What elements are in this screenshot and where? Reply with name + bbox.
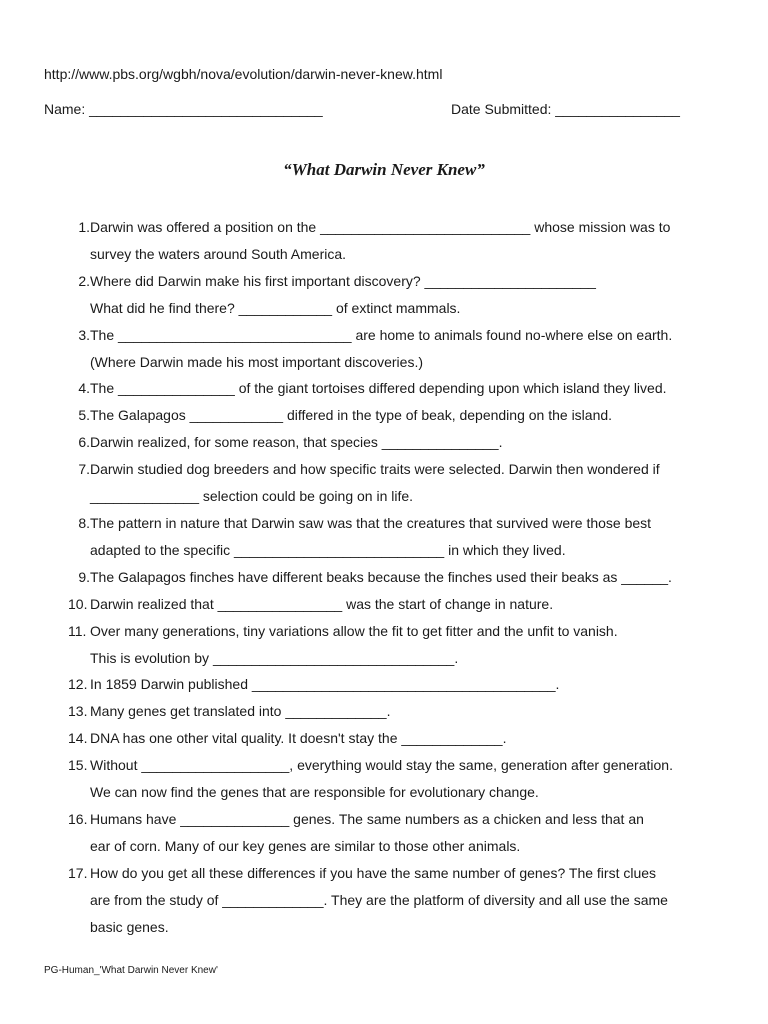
question-text [90, 375, 726, 402]
question-line: The Galapagos finches have different beaks because the finches used their beaks as ______. [90, 568, 672, 585]
question-item [62, 456, 726, 510]
question-number: 15. [68, 757, 88, 774]
question-item [62, 429, 726, 456]
question-item [62, 268, 726, 322]
question-item [62, 510, 726, 564]
question-text [90, 671, 726, 698]
question-text [90, 618, 726, 672]
question-text [90, 860, 726, 941]
question-line: DNA has one other vital quality. It doesn't stay the _____________. [90, 730, 507, 747]
question-number: 16. [68, 810, 88, 827]
question-line: In 1859 Darwin published _______________________________________. [90, 676, 560, 693]
question-text [90, 322, 726, 376]
question-text [90, 725, 726, 752]
question-number: 3. [78, 326, 90, 343]
question-line: The Galapagos ____________ differed in the type of beak, depending on the island. [90, 407, 613, 424]
question-line: How do you get all these differences if you have the same number of genes? The first clues [90, 864, 657, 881]
question-text [90, 806, 726, 860]
question-item [62, 671, 726, 698]
question-line: We can now find the genes that are responsible for evolutionary change. [90, 784, 539, 801]
question-text [90, 268, 726, 322]
question-text [90, 591, 726, 618]
question-item [62, 618, 726, 672]
question-number: 8. [78, 514, 90, 531]
question-text [90, 456, 726, 510]
question-number: 1. [78, 219, 90, 235]
question-line: Darwin realized, for some reason, that species _______________. [90, 434, 503, 451]
question-line: The ______________________________ are home to animals found no-where else on earth. [90, 326, 673, 343]
question-line: Darwin studied dog breeders and how specific traits were selected. Darwin then wondered if [90, 461, 660, 478]
question-line: Darwin was offered a position on the ___________________________ whose mission was to [90, 219, 671, 235]
question-line: adapted to the specific ___________________________ in which they lived. [90, 541, 566, 558]
question-line: The pattern in nature that Darwin saw was that the creatures that survived were those best [90, 514, 652, 531]
question-item [62, 725, 726, 752]
question-item [62, 698, 726, 725]
source-url: http://www.pbs.org/wgbh/nova/evolution/darwin-never-knew.html [44, 66, 443, 82]
question-line: basic genes. [90, 918, 169, 935]
question-item [62, 860, 726, 941]
question-line: Humans have ______________ genes. The same numbers as a chicken and less that an [90, 810, 644, 827]
question-item [62, 402, 726, 429]
question-line: The _______________ of the giant tortoises differed depending upon which island they lived. [90, 380, 667, 397]
question-line: survey the waters around South America. [90, 245, 347, 262]
question-number: 10. [68, 595, 88, 612]
question-text [90, 214, 726, 268]
page-footer: PG-Human_'What Darwin Never Knew' [44, 965, 218, 976]
question-item [62, 591, 726, 618]
question-number: 11. [68, 622, 87, 639]
question-text [90, 752, 726, 806]
question-text [90, 429, 726, 456]
question-item [62, 322, 726, 376]
question-list [62, 214, 726, 940]
question-line: Many genes get translated into _____________. [90, 703, 391, 720]
question-text [90, 402, 726, 429]
question-number: 17. [68, 864, 88, 881]
question-item [62, 214, 726, 268]
question-line: What did he find there? ____________ of extinct mammals. [90, 299, 461, 316]
question-number: 5. [78, 407, 90, 424]
worksheet-title: “What Darwin Never Knew” [283, 160, 485, 179]
question-line: ear of corn. Many of our key genes are similar to those other animals. [90, 837, 521, 854]
question-number: 13. [68, 703, 88, 720]
question-number: 14. [68, 730, 88, 747]
question-item [62, 375, 726, 402]
question-item [62, 806, 726, 860]
question-line: ______________ selection could be going on in life. [90, 488, 414, 505]
question-item [62, 752, 726, 806]
question-text [90, 564, 726, 591]
question-line: This is evolution by _______________________________. [90, 649, 459, 666]
question-line: Where did Darwin make his first important discovery? ______________________ [90, 272, 596, 289]
question-number: 4. [78, 380, 90, 397]
question-number: 9. [78, 568, 90, 585]
question-text [90, 510, 726, 564]
question-number: 2. [78, 272, 90, 289]
question-number: 12. [68, 676, 88, 693]
question-item [62, 564, 726, 591]
question-line: Darwin realized that ________________ was the start of change in nature. [90, 595, 554, 612]
question-number: 6. [78, 434, 90, 451]
question-line: (Where Darwin made his most important discoveries.) [90, 353, 423, 370]
name-field-label: Name: ______________________________ [44, 101, 323, 117]
date-submitted-label: Date Submitted: ________________ [451, 101, 680, 117]
question-line: Without ___________________, everything would stay the same, generation after generation. [90, 757, 673, 774]
question-text [90, 698, 726, 725]
question-number: 7. [78, 461, 90, 478]
question-line: are from the study of _____________. They are the platform of diversity and all use the same [90, 891, 668, 908]
question-line: Over many generations, tiny variations allow the fit to get fitter and the unfit to vanish. [90, 622, 618, 639]
